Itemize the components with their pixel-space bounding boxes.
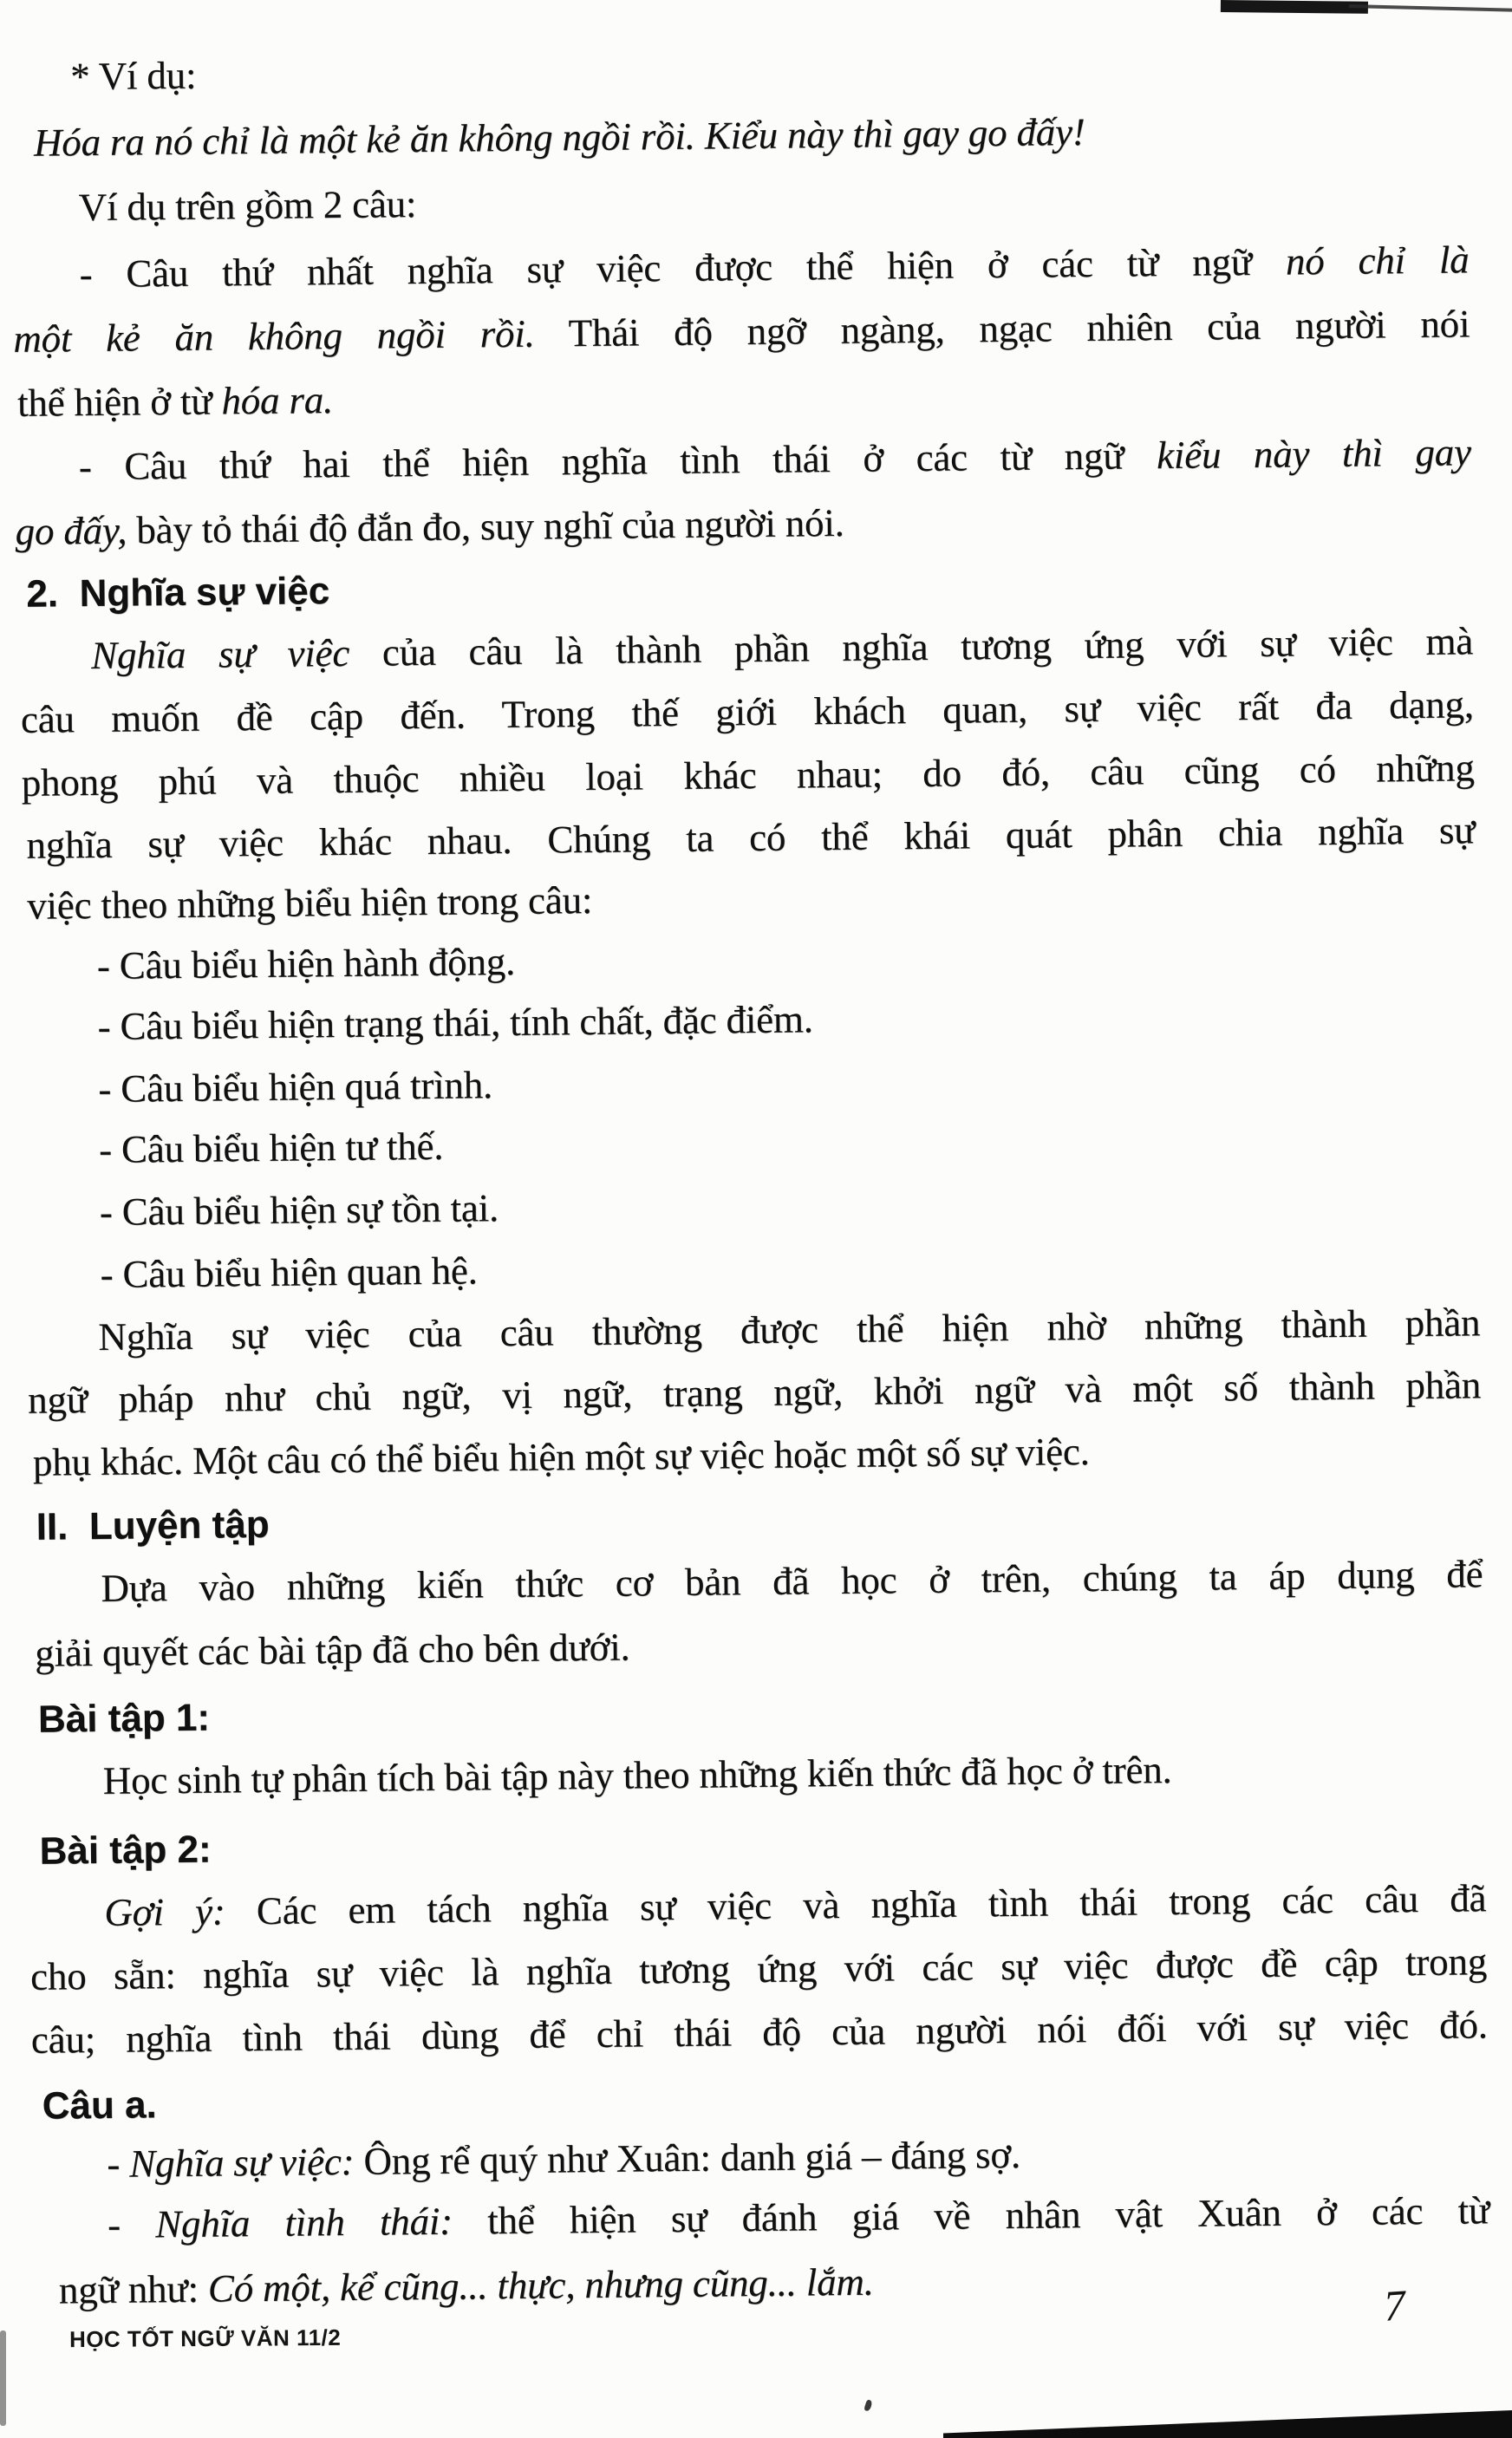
text-line [79, 427, 1472, 491]
text-line [78, 179, 416, 231]
body-text: - Câu biểu hiện quá trình. [98, 1063, 493, 1111]
text-line [31, 2000, 1488, 2064]
text-line [108, 2186, 1490, 2249]
body-text: nghĩa sự việc khác nhau. Chúng ta có thể khái quát phân chia nghĩa sự [26, 808, 1476, 867]
text-line [107, 2130, 1020, 2188]
text-line [59, 2258, 874, 2315]
body-text: cho sẵn: nghĩa sự việc là nghĩa tương ứng với các sự việc được đề cập trong [29, 1939, 1488, 1998]
emphasis-text: Nghĩa sự việc: [128, 2139, 355, 2186]
footer-book-title: HỌC TỐT NGỮ VĂN 11/2 [68, 2324, 342, 2353]
text-line [91, 616, 1474, 680]
text-line [39, 1825, 212, 1875]
text-line [15, 499, 844, 556]
text-line [100, 1246, 478, 1299]
text-line [17, 375, 334, 427]
emphasis-text: Nghĩa tình thái: [154, 2199, 453, 2246]
body-text: Nghĩa sự việc của câu thường được thể hiện nhờ những thành phần [98, 1300, 1481, 1359]
body-text: Học sinh tự phân tích bài tập này theo những kiến thức đã học ở trên. [102, 1748, 1172, 1802]
text-line [38, 1693, 211, 1744]
text-line [70, 51, 197, 101]
text-line [79, 235, 1470, 298]
body-text: ngữ pháp như chủ ngữ, vị ngữ, trạng ngữ, khởi ngữ và một số thành phần [27, 1363, 1482, 1422]
emphasis-text: Hóa ra nó chỉ là một kẻ ăn không ngồi rồi. Kiểu này thì gay go đấy! [33, 109, 1085, 165]
text-line [21, 680, 1474, 744]
text-line [26, 805, 1475, 870]
body-text: - Câu biểu hiện sự tồn tại. [99, 1186, 499, 1234]
body-text: - [107, 2202, 156, 2246]
emphasis-text: hóa ra. [221, 378, 334, 423]
text-line [33, 1427, 1090, 1487]
body-text: việc theo những biểu hiện trong câu: [26, 877, 593, 928]
body-text: thể hiện ở từ [16, 379, 222, 425]
body-text: phụ khác. Một câu có thể biểu hiện một sự việc hoặc một số sự việc. [32, 1429, 1090, 1484]
text-line [98, 1298, 1481, 1361]
body-text: - Câu biểu hiện trạng thái, tính chất, đặc điểm. [97, 997, 814, 1048]
emphasis-text: Có một, kể cũng... thực, nhưng cũng... lắm. [207, 2259, 874, 2311]
text-line [102, 1745, 1171, 1805]
heading-text: 2. Nghĩa sự việc [26, 570, 330, 616]
text-line [26, 566, 329, 618]
text-line [104, 1874, 1487, 1937]
body-text: - Câu biểu hiện quan hệ. [100, 1248, 478, 1296]
body-text: câu muốn đề cập đến. Trong thế giới khách quan, sự việc rất đa dạng, [20, 682, 1475, 741]
body-text: ngữ như: [58, 2266, 209, 2312]
text-line [97, 937, 516, 990]
emphasis-text: một kẻ ăn không ngồi rồi. [13, 311, 535, 361]
text-line [42, 2080, 157, 2130]
heading-text: II. Luyện tập [36, 1503, 270, 1548]
emphasis-text: Gợi ý: [104, 1889, 225, 1934]
text-line [34, 108, 1085, 167]
text-line [97, 994, 813, 1051]
emphasis-text: nó chỉ là [1285, 238, 1470, 284]
text-line [36, 1500, 269, 1551]
body-text: * Ví dụ: [69, 53, 197, 99]
text-line [13, 299, 1470, 363]
scan-artifact-left-smudge [0, 2330, 6, 2426]
emphasis-text: Nghĩa sự việc [90, 630, 350, 677]
body-text: Ví dụ trên gồm 2 câu: [78, 182, 417, 230]
body-text: Dựa vào những kiến thức cơ bản đã học ở trên, chúng ta áp dụng để [101, 1552, 1483, 1610]
body-text: câu; nghĩa tình thái dùng để chỉ thái độ của người nói đối với sự việc đó. [30, 2003, 1489, 2062]
text-line [21, 743, 1474, 807]
text-line [98, 1060, 492, 1113]
emphasis-text: go đấy, [15, 508, 127, 553]
body-text: - Câu thứ nhất nghĩa sự việc được thể hiện ở các từ ngữ [79, 239, 1287, 297]
body-text: Thái độ ngỡ ngàng, ngạc nhiên của người nói [534, 302, 1470, 355]
body-text: Ông rể quý như Xuân: danh giá – đáng sợ. [354, 2132, 1021, 2183]
heading-text: Bài tập 2: [39, 1828, 212, 1873]
body-text: - Câu biểu hiện hành động. [96, 939, 516, 988]
heading-text: Câu a. [42, 2083, 157, 2128]
body-text: - Câu thứ hai thể hiện nghĩa tình thái ở các từ ngữ [78, 433, 1157, 489]
text-line [99, 1122, 444, 1174]
body-text: thể hiện sự đánh giá về nhân vật Xuân ở các từ [452, 2188, 1490, 2243]
text-line [28, 1360, 1481, 1424]
body-text: Các em tách nghĩa sự việc và nghĩa tình thái trong các câu đã [225, 1876, 1487, 1933]
text-line [27, 876, 593, 930]
body-text: - [107, 2141, 130, 2186]
body-text: - Câu biểu hiện tư thế. [98, 1124, 444, 1171]
page-number: 7 [1382, 2280, 1407, 2330]
body-text: phong phú và thuộc nhiều loại khác nhau; do đó, câu cũng có những [21, 746, 1475, 805]
body-text: giải quyết các bài tập đã cho bên dưới. [34, 1625, 630, 1675]
body-text: bày tỏ thái độ đắn đo, suy nghĩ của người nói. [126, 500, 844, 552]
heading-text: Bài tập 1: [37, 1696, 211, 1741]
body-text: của câu là thành phần nghĩa tương ứng với sự việc mà [349, 619, 1474, 675]
text-line [100, 1183, 499, 1236]
emphasis-text: kiểu này thì gay [1156, 430, 1472, 478]
text-line [101, 1549, 1483, 1613]
text-line [35, 1623, 630, 1678]
text-line [30, 1937, 1487, 2001]
